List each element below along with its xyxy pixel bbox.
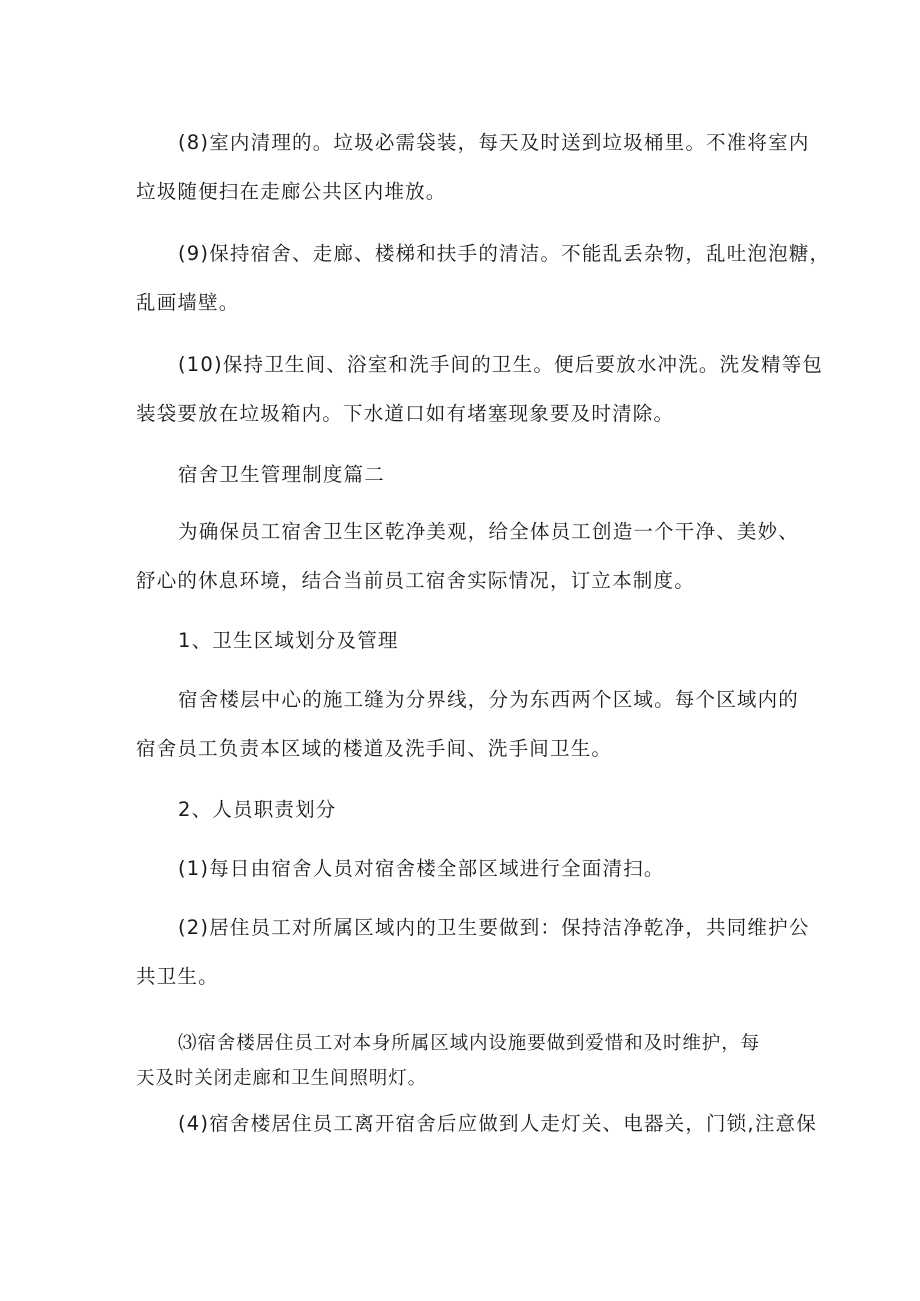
intro-line-2: 舒心的休息环境，结合当前员工宿舍实际情况，订立本制度。 <box>136 569 695 592</box>
paragraph-10-line-2: 装袋要放在垃圾箱内。下水道口如有堵塞现象要及时清除。 <box>136 402 675 425</box>
intro-line-1: 为确保员工宿舍卫生区乾净美观，给全体员工创造一个干净、美妙、 <box>178 520 800 543</box>
duty-4-line-1: (4)宿舍楼居住员工离开宿舍后应做到人走灯关、电器关，门锁,注意保 <box>178 1112 817 1135</box>
paragraph-9-line-2: 乱画墙壁。 <box>136 291 240 314</box>
duty-2-line-1: (2)居住员工对所属区域内的卫生要做到：保持洁净乾净，共同维护公 <box>178 916 810 939</box>
paragraph-8-line-2: 垃圾随便扫在走廊公共区内堆放。 <box>136 180 447 203</box>
zone-paragraph-line-1: 宿舍楼层中心的施工缝为分界线，分为东西两个区域。每个区域内的 <box>178 688 800 711</box>
subheading-2: 2、人员职责划分 <box>178 798 337 821</box>
subheading-1: 1、卫生区域划分及管理 <box>178 629 399 652</box>
duty-2-line-2: 共卫生。 <box>136 965 219 988</box>
zone-paragraph-line-2: 宿舍员工负责本区域的楼道及洗手间、洗手间卫生。 <box>136 737 613 760</box>
paragraph-9-line-1: (9)保持宿舍、走廊、楼梯和扶手的清洁。不能乱丢杂物，乱吐泡泡糖， <box>178 242 831 265</box>
paragraph-8-line-1: (8)室内清理的。垃圾必需袋装，每天及时送到垃圾桶里。不准将室内 <box>178 131 810 154</box>
duty-3-line-1: ⑶宿舍楼居住员工对本身所属区域内设施要做到爱惜和及时维护，每 <box>178 1033 761 1054</box>
duty-1-line-1: (1)每日由宿舍人员对宿舍楼全部区域进行全面清扫。 <box>178 857 665 880</box>
section-heading: 宿舍卫生管理制度篇二 <box>178 463 386 486</box>
duty-3-line-2: 天及时关闭走廊和卫生间照明灯。 <box>136 1068 428 1089</box>
paragraph-10-line-1: (10)保持卫生间、浴室和洗手间的卫生。便后要放水冲洗。洗发精等包 <box>178 353 824 376</box>
